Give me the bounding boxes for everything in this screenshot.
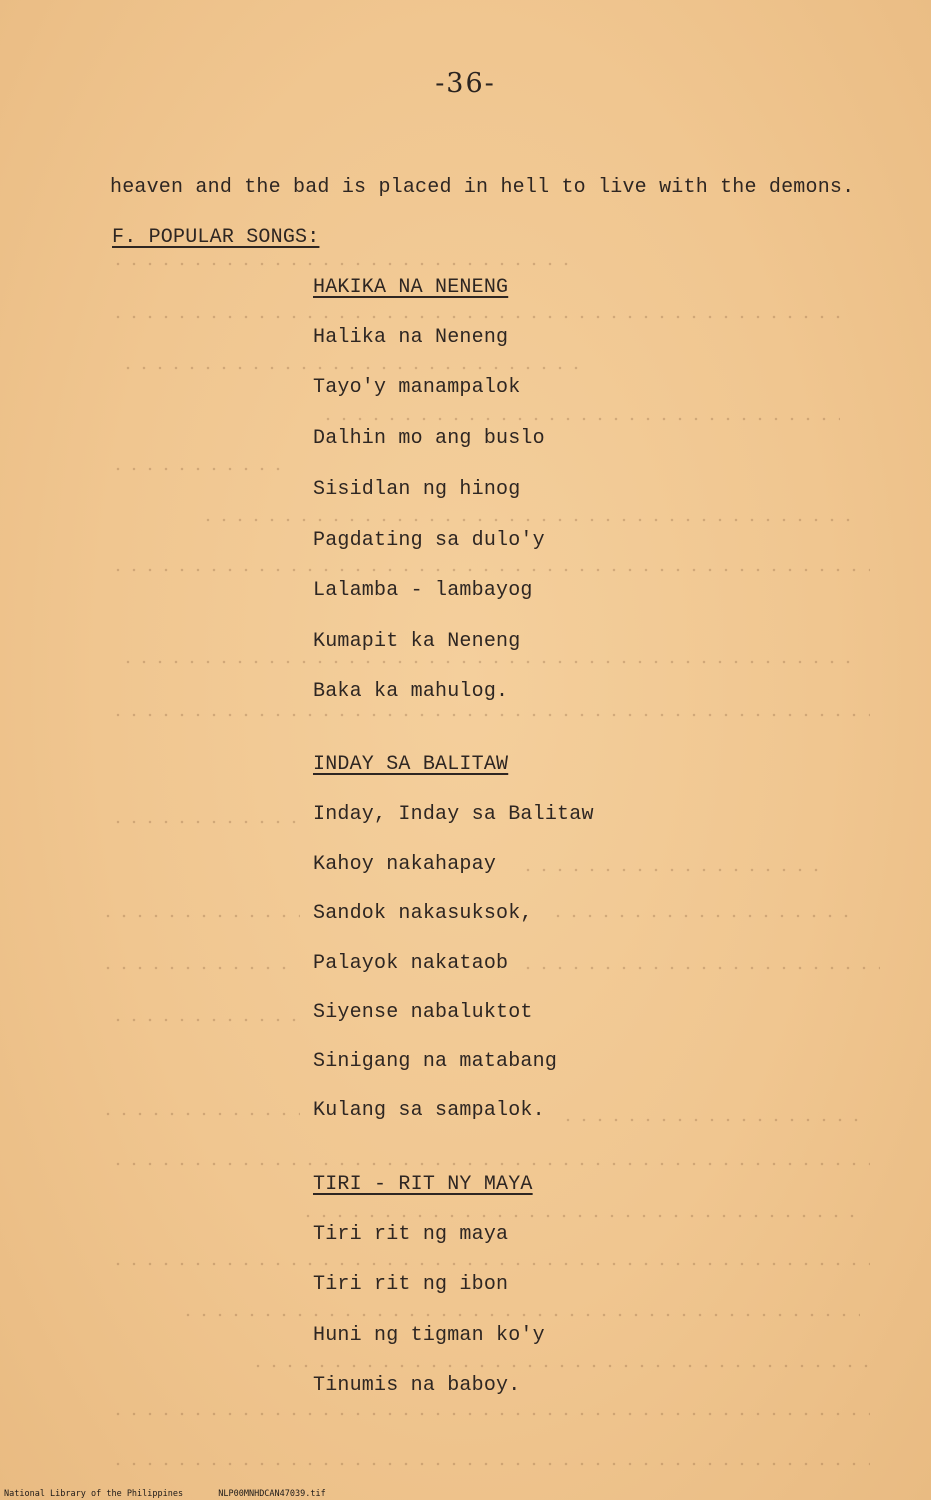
guide-dots — [110, 1262, 870, 1266]
guide-dots — [100, 914, 300, 918]
song-title: HAKIKA NA NENENG — [313, 276, 509, 299]
song-line: Halika na Neneng — [313, 326, 509, 349]
page-number: -36- — [435, 68, 496, 99]
song-line: Baka ka mahulog. — [313, 680, 509, 703]
song-line: Tinumis na baboy. — [313, 1374, 521, 1397]
guide-dots — [520, 966, 880, 970]
song-line: Kumapit ka Neneng — [313, 630, 521, 653]
song-line: Kahoy nakahapay — [313, 853, 497, 876]
song-line: Huni ng tigman ko'y — [313, 1324, 545, 1347]
guide-dots — [110, 713, 870, 717]
song-line: Kulang sa sampalok. — [313, 1099, 545, 1122]
footer-filename: NLP00MNHDCAN47039.tif — [218, 1489, 326, 1499]
guide-dots — [110, 1018, 300, 1022]
song-line: Tiri rit ng ibon — [313, 1273, 509, 1296]
song-line: Inday, Inday sa Balitaw — [313, 803, 594, 826]
song-line: Sisidlan ng hinog — [313, 478, 521, 501]
footer-library: National Library of the Philippines — [4, 1489, 184, 1499]
guide-dots — [250, 1364, 870, 1368]
guide-dots — [110, 1412, 870, 1416]
guide-dots — [110, 820, 300, 824]
guide-dots — [320, 417, 840, 421]
song-line: Siyense nabaluktot — [313, 1001, 533, 1024]
guide-dots — [100, 1112, 300, 1116]
scan-footer — [4, 1489, 356, 1499]
guide-dots — [180, 1313, 860, 1317]
guide-dots — [110, 568, 870, 572]
guide-dots — [120, 366, 580, 370]
guide-dots — [520, 868, 820, 872]
guide-dots — [300, 1214, 860, 1218]
song-line: Pagdating sa dulo'y — [313, 529, 545, 552]
song-title: INDAY SA BALITAW — [313, 753, 509, 776]
guide-dots — [100, 966, 290, 970]
song-line: Lalamba - lambayog — [313, 579, 533, 602]
intro-line: heaven and the bad is placed in hell to live with the demons. — [110, 176, 855, 199]
guide-dots — [550, 914, 860, 918]
song-line: Sinigang na matabang — [313, 1050, 558, 1073]
guide-dots — [200, 518, 860, 522]
song-line: Dalhin mo ang buslo — [313, 427, 545, 450]
song-line: Tayo'y manampalok — [313, 376, 521, 399]
guide-dots — [560, 1118, 860, 1122]
section-heading: F. POPULAR SONGS: — [112, 226, 320, 249]
song-title: TIRI - RIT NY MAYA — [313, 1173, 533, 1196]
guide-dots — [110, 467, 290, 471]
song-line: Palayok nakataob — [313, 952, 509, 975]
guide-dots — [110, 262, 580, 266]
guide-dots — [120, 660, 860, 664]
song-line: Tiri rit ng maya — [313, 1223, 509, 1246]
guide-dots — [110, 1162, 870, 1166]
song-line: Sandok nakasuksok, — [313, 902, 533, 925]
guide-dots — [110, 315, 850, 319]
guide-dots — [110, 1462, 870, 1466]
